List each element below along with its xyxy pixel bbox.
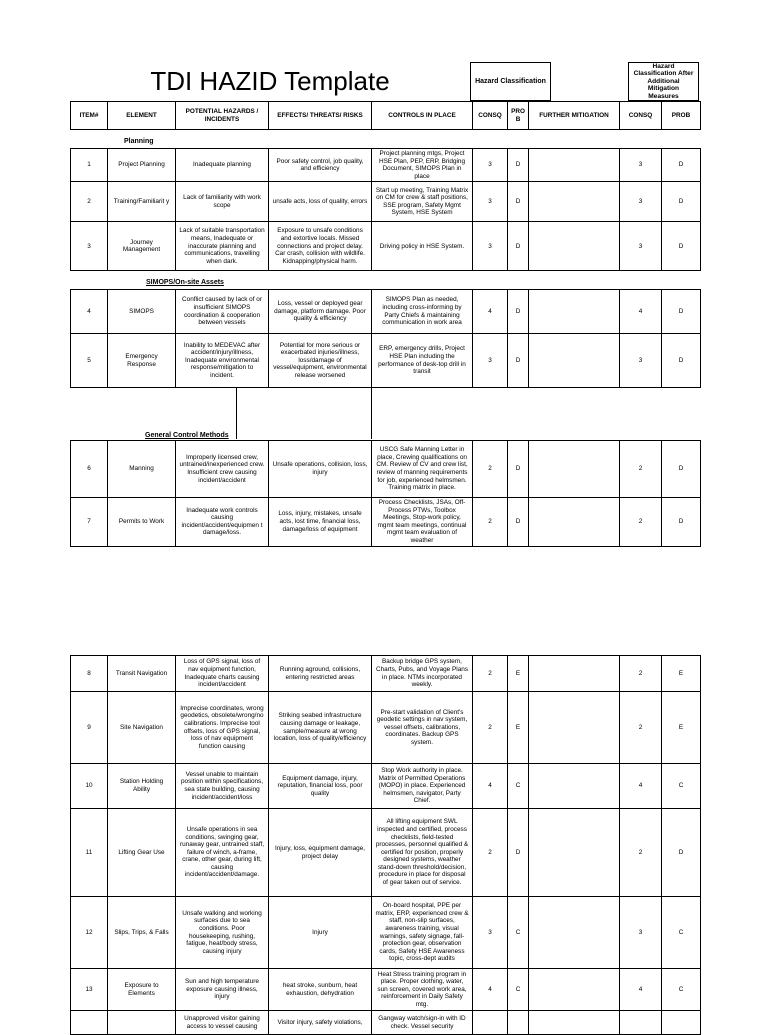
table-row	[71, 656, 701, 692]
section-general-control: General Control Methods	[145, 432, 229, 439]
table-row	[71, 809, 701, 897]
cell-control: Stop Work authority in place. Matrix of Permitted Operations (MOPO) in place. Experienced helmsmen, navigator, Party Chief.	[372, 764, 473, 809]
cell-further	[529, 1011, 620, 1035]
planning-table	[70, 148, 701, 271]
header-hazards: POTENTIAL HAZARDS / INCIDENTS	[176, 102, 269, 130]
cell-control: Project planning mtgs, Project HSE Plan, PEP, ERP, Bridging Document, SIMOPS Plan in place	[372, 149, 473, 182]
cell-consq-after: 3	[620, 897, 662, 969]
cell-control: Heat Stress training program in place. Proper clothing, water, sun screen, covered work area, reinforcement in Daily Safety mtg.	[372, 969, 473, 1011]
cell-consq-after: 4	[620, 290, 662, 334]
cell-control: ERP, emergency drills, Project HSE Plan including the performance of desk-top drill in transit	[372, 334, 473, 388]
cell-hazard: Imprecise coordinates, wrong geodetics, obsolete/wrong/no calibrations. Imprecise tool offsets, loss of GPS signal, loss of nav equipment function causing	[176, 692, 269, 764]
cell-effect: Exposure to unsafe conditions and extortive locals. Missed connections and project delay. Car crash, collision with wildlife. Kidnapping/physical harm.	[269, 222, 372, 271]
cell-consq: 4	[473, 969, 508, 1011]
hazard-classification-label: Hazard Classification	[475, 77, 546, 85]
cell-prob: D	[508, 290, 529, 334]
cell-consq-after: 3	[620, 149, 662, 182]
cell-consq-after: 4	[620, 764, 662, 809]
cell-prob: D	[508, 222, 529, 271]
table-row	[71, 290, 701, 334]
table-row	[71, 897, 701, 969]
cell-hazard: Loss of GPS signal, loss of nav equipment function, Inadequate charts causing incident/accident	[176, 656, 269, 692]
cell-further	[529, 764, 620, 809]
cell-prob-after: C	[662, 969, 701, 1011]
cell-hazard: Improperly licensed crew, untrained/inexperienced crew. Insufficient crew causing incident/accident	[176, 441, 269, 498]
cell-further	[529, 182, 620, 222]
cell-hazard: Lack of familiarity with work scope	[176, 182, 269, 222]
cell-hazard: Inability to MEDEVAC after accident/injury/illness, Inadequate environmental response/mitigation to incident.	[176, 334, 269, 388]
cell-item: 12	[71, 897, 108, 969]
cell-consq: 3	[473, 182, 508, 222]
cell-element	[108, 1011, 176, 1035]
cell-prob: D	[508, 498, 529, 547]
cell-prob: D	[508, 149, 529, 182]
cell-effect: Striking seabed infrastructure causing damage or leakage, sample/measure at wrong location, loss of quality/efficiency	[269, 692, 372, 764]
cell-consq-after: 2	[620, 441, 662, 498]
cell-prob: E	[508, 656, 529, 692]
cell-prob-after: D	[662, 149, 701, 182]
cell-prob: D	[508, 182, 529, 222]
cell-effect: Unsafe operations, collision, loss, injury	[269, 441, 372, 498]
header-prob: PRO B	[508, 102, 529, 130]
cell-prob-after: D	[662, 498, 701, 547]
cell-prob-after: D	[662, 290, 701, 334]
cell-hazard: Unapproved visitor gaining access to vessel causing	[176, 1011, 269, 1035]
cell-element: Manning	[108, 441, 176, 498]
hazard-classification-after-label: Hazard Classification After Additional Mitigation Measures	[633, 62, 694, 100]
header-element: ELEMENT	[108, 102, 176, 130]
cell-prob-after: E	[662, 656, 701, 692]
cell-prob: E	[508, 692, 529, 764]
cell-consq-after: 2	[620, 809, 662, 897]
cell-consq: 3	[473, 149, 508, 182]
cell-control: USCG Safe Manning Letter in place, Crewing qualifications on CM. Review of CV and crew list, review of manning requirements for job, experienced helmsmen. Training matrix in place.	[372, 441, 473, 498]
cell-prob-after: D	[662, 809, 701, 897]
cell-consq: 3	[473, 334, 508, 388]
header-consq-after: CONSQ	[620, 102, 662, 130]
cell-control: All lifting equipment SWL inspected and certified, process checklists, field-tested processes, personnel qualified & certified for position, properly designed systems, weather stand-down threshold/decision, procedure in place for disposal of gear taken out of service.	[372, 809, 473, 897]
cell-element: Exposure to Elements	[108, 969, 176, 1011]
cell-prob: C	[508, 969, 529, 1011]
cell-prob	[508, 1011, 529, 1035]
cell-element: Permits to Work	[108, 498, 176, 547]
cell-item	[71, 1011, 108, 1035]
cell-consq: 2	[473, 656, 508, 692]
cell-prob: C	[508, 764, 529, 809]
cell-item: 6	[71, 441, 108, 498]
divider	[236, 387, 237, 439]
cell-effect: Injury	[269, 897, 372, 969]
cell-control: Process Checklists, JSAs, Off-Process PTWs, Toolbox Meetings, Stop-work policy, mgmt team meetings, continual mgmt team evaluation of weather	[372, 498, 473, 547]
cell-element: SIMOPS	[108, 290, 176, 334]
section-planning: Planning	[124, 138, 154, 145]
cell-further	[529, 290, 620, 334]
cell-item: 3	[71, 222, 108, 271]
table-row	[71, 1011, 701, 1035]
table-row	[71, 969, 701, 1011]
general-table	[70, 440, 701, 547]
cell-further	[529, 441, 620, 498]
cell-consq-after: 2	[620, 498, 662, 547]
hazard-classification-box	[470, 62, 551, 101]
cell-prob: C	[508, 897, 529, 969]
cell-item: 11	[71, 809, 108, 897]
cell-prob: D	[508, 441, 529, 498]
cell-effect: Equipment damage, injury, reputation, financial loss, poor quality	[269, 764, 372, 809]
header-item: ITEM#	[71, 102, 108, 130]
cell-prob-after: C	[662, 764, 701, 809]
cell-consq: 3	[473, 897, 508, 969]
cell-further	[529, 969, 620, 1011]
table-row	[71, 334, 701, 388]
cell-hazard: Inadequate planning	[176, 149, 269, 182]
cell-further	[529, 897, 620, 969]
cell-prob-after: D	[662, 182, 701, 222]
cell-prob-after: E	[662, 692, 701, 764]
cell-item: 5	[71, 334, 108, 388]
cell-element: Emergency Response	[108, 334, 176, 388]
cell-prob-after: D	[662, 222, 701, 271]
cell-further	[529, 692, 620, 764]
cell-further	[529, 656, 620, 692]
cell-consq: 2	[473, 498, 508, 547]
page-title: TDI HAZID Template	[150, 65, 390, 96]
cell-consq-after: 3	[620, 334, 662, 388]
cell-prob: D	[508, 334, 529, 388]
cell-consq: 2	[473, 692, 508, 764]
cell-control: On-board hospital, PPE per matrix, ERP, experienced crew & staff, non-slip surfaces, awareness training, visual warnings, safety signage, fall-protection gear, observation cards, Safety HSE Awareness topic, cross-dept audits	[372, 897, 473, 969]
section-simops: SIMOPS/On-site Assets	[146, 279, 224, 286]
cell-element: Lifting Gear Use	[108, 809, 176, 897]
cell-hazard: Sun and high temperature exposure causing illness, injury	[176, 969, 269, 1011]
cell-element: Training/Familiarit y	[108, 182, 176, 222]
cell-element: Slips, Trips, & Falls	[108, 897, 176, 969]
cell-item: 7	[71, 498, 108, 547]
cell-prob-after: C	[662, 897, 701, 969]
cell-effect: Poor safety control, job quality, and efficiency	[269, 149, 372, 182]
cell-item: 1	[71, 149, 108, 182]
cell-prob-after: D	[662, 441, 701, 498]
cell-effect: Potential for more serious or exacerbated injuries/illness, loss/damage of vessel/equipment, environmental release worsened	[269, 334, 372, 388]
cell-effect: Running aground, collisions, entering restricted areas	[269, 656, 372, 692]
cell-effect: Loss, injury, mistakes, unsafe acts, lost time, financial loss, damage/loss of equipment	[269, 498, 372, 547]
cell-consq-after: 3	[620, 182, 662, 222]
header-table	[70, 101, 701, 130]
table-row	[71, 149, 701, 182]
cell-consq-after	[620, 1011, 662, 1035]
cell-element: Journey Management	[108, 222, 176, 271]
cell-effect: Loss, vessel or deployed gear damage, platform damage. Poor quality & efficiency	[269, 290, 372, 334]
cell-element: Site Navigation	[108, 692, 176, 764]
cell-hazard: Unsafe walking and working surfaces due to sea conditions. Poor housekeeping, rushing, fatigue, heat/body stress, causing injury	[176, 897, 269, 969]
cell-control: Start up meeting, Training Matrix on CM for crew & staff positions, SSE program, Safety Mgmt System, HSE System	[372, 182, 473, 222]
divider	[371, 387, 372, 439]
simops-table	[70, 289, 701, 388]
cell-further	[529, 498, 620, 547]
table-row	[71, 498, 701, 547]
cell-control: Pre-start validation of Client's geodetic settings in nav system, vessel offsets, calibrations, coordinates. Backup GPS system.	[372, 692, 473, 764]
cell-effect: Visitor injury, safety violations,	[269, 1011, 372, 1035]
continuation-table	[70, 655, 701, 1035]
header-prob-after: PROB	[662, 102, 701, 130]
cell-item: 2	[71, 182, 108, 222]
cell-hazard: Lack of suitable transportation means, Inadequate or inaccurate planning and communications, travelling when dark.	[176, 222, 269, 271]
hazard-classification-after-box	[628, 62, 699, 101]
cell-item: 4	[71, 290, 108, 334]
cell-consq-after: 2	[620, 692, 662, 764]
cell-control: SIMOPS Plan as needed, including cross-informing by Party Chiefs & maintaining communication in work area	[372, 290, 473, 334]
cell-consq: 4	[473, 290, 508, 334]
cell-consq	[473, 1011, 508, 1035]
table-row	[71, 692, 701, 764]
cell-further	[529, 222, 620, 271]
cell-item: 13	[71, 969, 108, 1011]
cell-control: Backup bridge GPS system, Charts, Pubs, and Voyage Plans in place. NTMs incorporated weekly.	[372, 656, 473, 692]
cell-prob-after: D	[662, 334, 701, 388]
table-row	[71, 441, 701, 498]
cell-element: Project Planning	[108, 149, 176, 182]
cell-element: Transit Navigation	[108, 656, 176, 692]
cell-consq: 3	[473, 222, 508, 271]
cell-further	[529, 809, 620, 897]
table-row	[71, 222, 701, 271]
cell-hazard: Inadequate work controls causing incident/accident/equipmen t damage/loss.	[176, 498, 269, 547]
cell-prob-after	[662, 1011, 701, 1035]
cell-item: 8	[71, 656, 108, 692]
cell-consq-after: 2	[620, 656, 662, 692]
cell-consq-after: 4	[620, 969, 662, 1011]
cell-hazard: Unsafe operations in sea conditions, swinging gear, runaway gear, untrained staff, failure of winch, a-frame, crane, other gear, during lift, causing incident/accident/damage.	[176, 809, 269, 897]
table-row	[71, 182, 701, 222]
cell-item: 10	[71, 764, 108, 809]
cell-consq: 2	[473, 809, 508, 897]
cell-control: Gangway watch/sign-in with ID check. Vessel security	[372, 1011, 473, 1035]
cell-effect: unsafe acts, loss of quality, errors	[269, 182, 372, 222]
table-row	[71, 764, 701, 809]
cell-effect: heat stroke, sunburn, heat exhaustion, dehydration	[269, 969, 372, 1011]
header-effects: EFFECTS/ THREATS/ RISKS	[269, 102, 372, 130]
header-consq: CONSQ	[473, 102, 508, 130]
header-controls: CONTROLS IN PLACE	[372, 102, 473, 130]
cell-hazard: Vessel unable to maintain position within specifications, sea state building, causing incident/accident/loss	[176, 764, 269, 809]
cell-further	[529, 334, 620, 388]
cell-control: Driving policy in HSE System.	[372, 222, 473, 271]
cell-element: Station Holding Ability	[108, 764, 176, 809]
cell-effect: Injury, loss, equipment damage, project delay	[269, 809, 372, 897]
header-further-mitigation: FURTHER MITIGATION	[529, 102, 620, 130]
cell-item: 9	[71, 692, 108, 764]
cell-hazard: Conflict caused by lack of or insufficient SIMOPS coordination & cooperation between vessels	[176, 290, 269, 334]
cell-consq: 2	[473, 441, 508, 498]
cell-consq-after: 3	[620, 222, 662, 271]
cell-further	[529, 149, 620, 182]
cell-prob: D	[508, 809, 529, 897]
cell-consq: 4	[473, 764, 508, 809]
